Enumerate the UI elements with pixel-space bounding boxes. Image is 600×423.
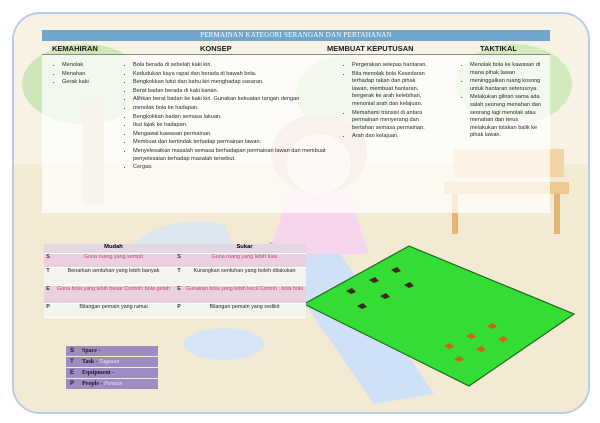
list-item: • meninggalkan ruang kosong untuk hantaran seterusnya. — [470, 78, 546, 93]
row-letter-easy: T — [44, 268, 52, 285]
keputusan-column — [342, 62, 432, 142]
hard-cell: Bilangan pemain yang sedikit — [183, 304, 306, 317]
spet-row — [66, 357, 158, 367]
list-item: • menolak bola ke hadapan. — [133, 105, 329, 113]
spet-letter: E — [69, 370, 74, 376]
list-item: • Pergerakan selepas hantaran. — [352, 62, 432, 70]
header-easy: Mudah — [104, 244, 123, 250]
list-item: • Cergas. — [133, 164, 329, 172]
list-item: • Menahan — [62, 71, 114, 79]
row-letter-hard: E — [175, 286, 183, 303]
difficulty-rows — [44, 254, 306, 318]
row-letter-easy: S — [44, 254, 52, 267]
heading-membuat-keputusan: MEMBUAT KEPUTUSAN — [327, 44, 414, 53]
row-letter-hard: T — [175, 268, 183, 285]
list-item: • Bengkokkan badan semasa lakuan. — [133, 114, 329, 122]
spet-label-text: Task - — [82, 359, 98, 365]
list-item: • Memahami transisi di antara permainan menyerang dan bertahan semasa permainan. — [352, 110, 432, 133]
spet-sublabel: Tugasan — [99, 359, 120, 365]
difficulty-table-header — [44, 244, 306, 254]
spet-label — [82, 357, 119, 367]
easy-cell: Benarkan sentuhan yang lebih banyak — [52, 268, 175, 285]
row-letter-hard: P — [175, 304, 183, 317]
spet-label-text: Equipment - — [82, 370, 115, 376]
spet-row — [66, 379, 158, 389]
keputusan-list — [342, 62, 432, 141]
heading-konsep: KONSEP — [200, 44, 232, 53]
list-item: • Bengkokkan lutut dan bahu kiri menghadap sasaran. — [133, 79, 329, 87]
list-item: • Menolak — [62, 62, 114, 70]
frame-base — [184, 328, 264, 360]
easy-cell: Guna bola yang lebih besar Contoh: bola getah — [52, 286, 175, 303]
list-item: • Ikut lajak ke hadapan. — [133, 122, 329, 130]
difficulty-table — [44, 244, 306, 318]
list-item: • Melakukan giliran sama ada salah seorang menahan dan seorang lagi menolak atau menahan dan terus melakukan tolakan balik ke pihak lawan. — [470, 94, 546, 140]
spet-label — [82, 368, 114, 378]
spet-legend — [66, 346, 158, 390]
taktikal-list — [460, 62, 546, 140]
kemahiran-list — [52, 62, 114, 87]
list-item: • Bila menolak bola Kesedaran terhadap rakan dan pihak lawan, membuat hantaran, bergerak ke arah kelebihan, menonial arah dan kelajuan. — [352, 71, 432, 109]
konsep-column — [123, 62, 329, 173]
spet-sublabel: Pemain — [104, 381, 123, 387]
hard-cell: Guna ruang yang lebih luas — [183, 254, 306, 267]
spet-row — [66, 368, 158, 378]
konsep-list — [123, 62, 329, 172]
spet-row — [66, 346, 158, 356]
spet-label — [82, 379, 122, 389]
easy-cell: Guna ruang yang sempit — [52, 254, 175, 267]
header-hard: Sukar — [236, 244, 253, 250]
spet-letter: S — [69, 348, 74, 354]
difficulty-row — [44, 254, 306, 268]
heading-taktikal: TAKTIKAL — [480, 44, 517, 53]
difficulty-row — [44, 304, 306, 318]
kemahiran-column — [52, 62, 114, 88]
list-item: • Bola berada di sebelah kaki kiri. — [133, 62, 329, 70]
list-item: • Menolak bola ke kawasan di mana pihak lawan — [470, 62, 546, 77]
list-item: • Arah dan kelajuan. — [352, 133, 432, 141]
spet-letter: T — [70, 359, 74, 365]
easy-cell: Bilangan pemain yang ramai — [52, 304, 175, 317]
list-item: • Kedudukan kaya rapat dan berada di bawah bola. — [133, 71, 329, 79]
row-letter-easy: P — [44, 304, 52, 317]
spet-label — [82, 346, 101, 356]
list-item: • Menyelesaikan masalah semasa berhadapan permainan lawan dan membuat penyelesaian terhadap masalah tersebut. — [133, 148, 329, 163]
page-title: PERMAINAN KATEGORI SERANGAN DAN PERTAHANAN — [42, 30, 550, 41]
difficulty-row — [44, 268, 306, 286]
list-item: • Alihkan berat badan ke kaki kiri. Gunakan kekuatan tangan dengan — [133, 96, 329, 104]
row-letter-hard: S — [175, 254, 183, 267]
list-item: • Gerak kaki — [62, 79, 114, 87]
list-item: • Berat badan berada di kaki kanan. — [133, 88, 329, 96]
row-letter-easy: E — [44, 286, 52, 303]
heading-divider — [42, 54, 550, 55]
hard-cell: Kurangkan sentuhan yang boleh dilakukan — [183, 268, 306, 285]
heading-kemahiran: KEMAHIRAN — [52, 44, 98, 53]
difficulty-row — [44, 286, 306, 304]
taktikal-column — [460, 62, 546, 141]
spet-label-text: People - — [82, 381, 103, 387]
list-item: • Membuat dan bertindak terhadap permainan lawan. — [133, 139, 329, 147]
spet-label-text: Space - — [82, 348, 101, 354]
spet-letter: P — [69, 381, 74, 387]
hard-cell: Gunakan bola yang lebih kecil Contoh : bola hoki — [183, 286, 306, 303]
list-item: • Mengawal kawasan permainan. — [133, 131, 329, 139]
